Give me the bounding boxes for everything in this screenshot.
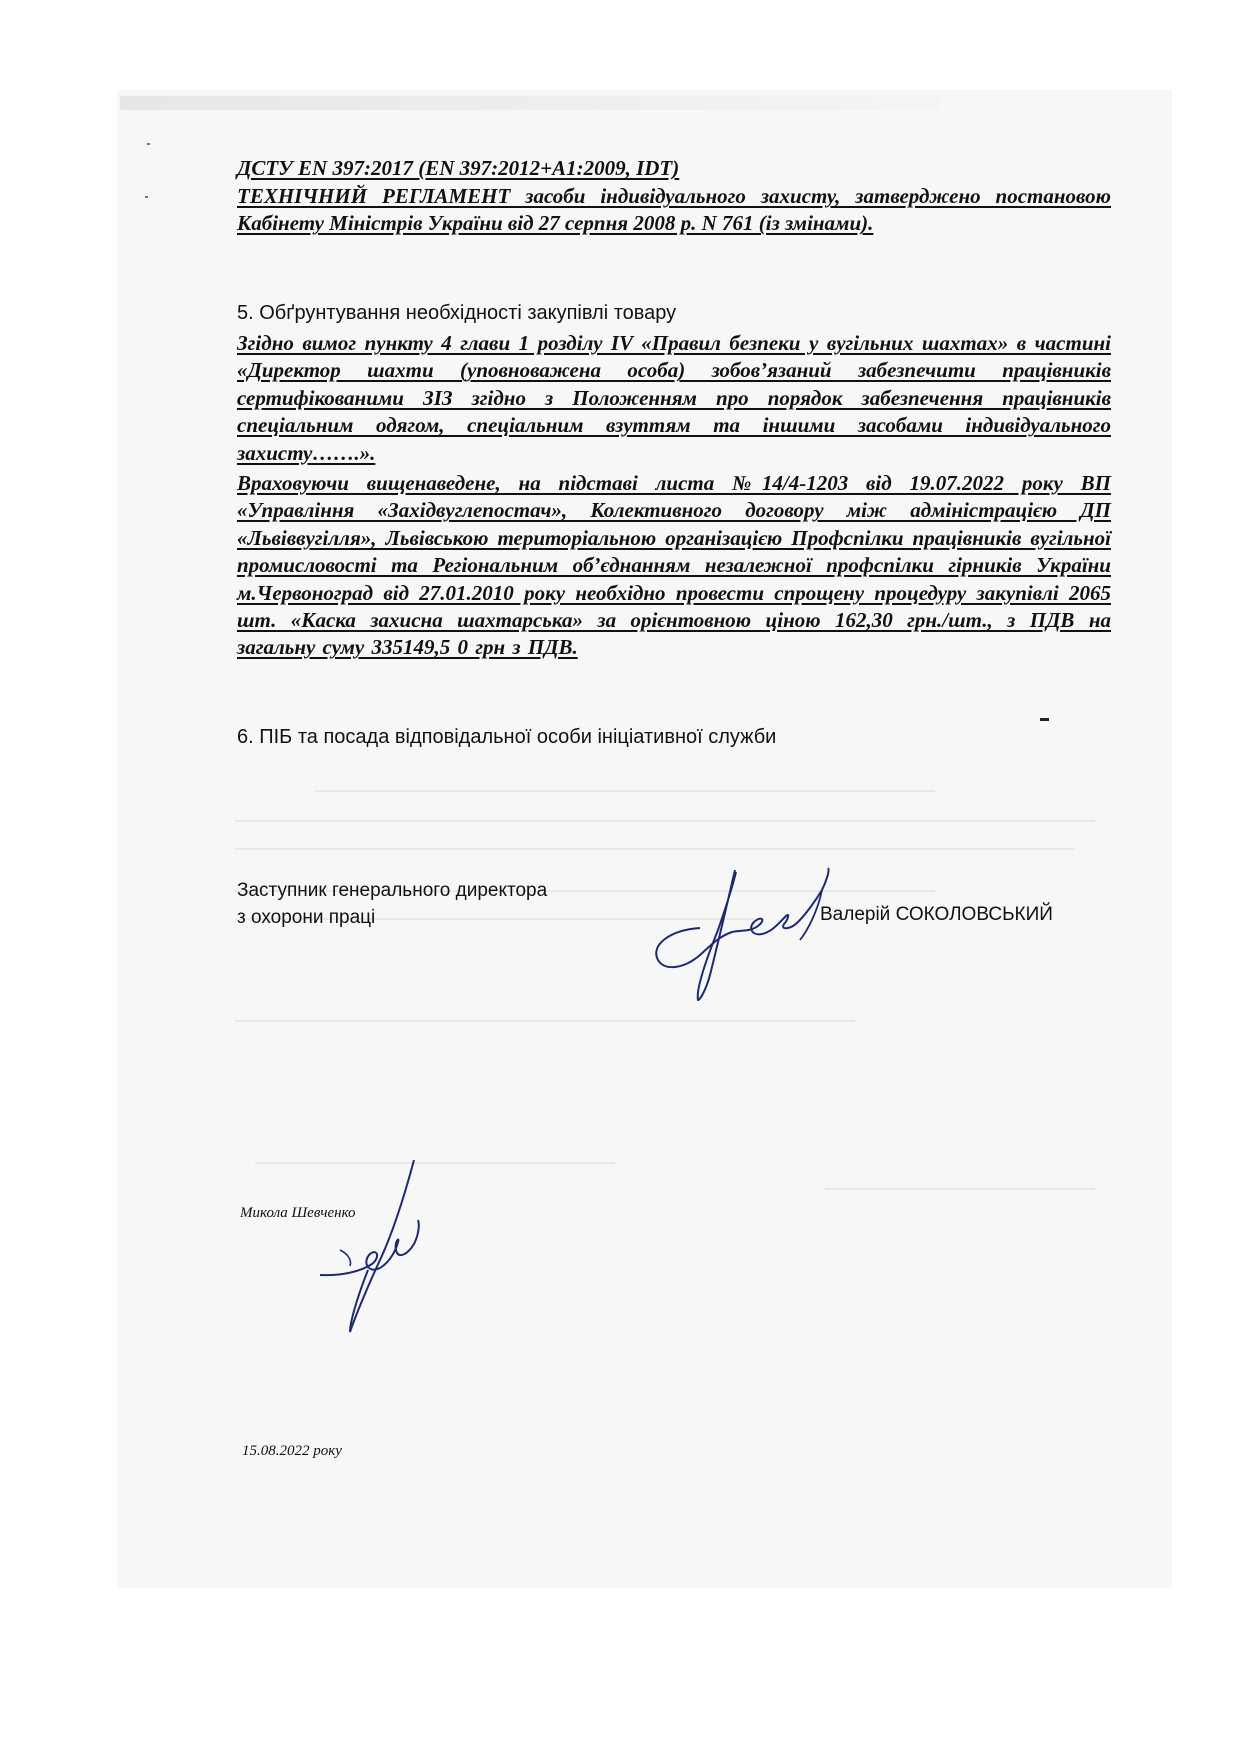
document-date: 15.08.2022 року	[242, 1443, 342, 1459]
scan-artifact	[120, 96, 940, 110]
signatory-position-line2: з охорони праці	[237, 907, 376, 928]
scan-speck	[147, 143, 150, 145]
section-5-heading: 5. Обґрунтування необхідності закупівлі товару	[237, 302, 677, 324]
signatory-position-line1: Заступник генерального директора	[237, 880, 548, 901]
section-5-procurement-paragraph: Враховуючи вищенаведене, на підставі листа №14/4-1203 від 19.07.2022 року ВП «Управління «Західвуглепостач», Колективного договору між адміністрацією ДП «Львіввугілля», Львівською територіальною організацією Профспілки працівників вугільної промисловості та Регіональним об’єднанням незалежної профспілки гірників України м.Червоноград від 27.01.2010 року необхідно провести спрощену процедуру закупівлі 2065 шт. «Каска захисна шахтарська» за орієнтовною ціною 162,30 грн./шт., з ПДВ на загальну суму 335149,5 0 грн з ПДВ.	[237, 471, 1111, 660]
section-5-justification-paragraph: Згідно вимог пункту 4 глави 1 розділу IV «Правил безпеки у вугільних шахтах» в частині «Директор шахти (уповноважена особа) зобов’язаний забезпечити працівників сертифікованими ЗІЗ згідно з Положенням про порядок забезпечення працівників спеціальним одягом, спеціальним взуттям та іншими засобами індивідуального захисту…….».	[237, 331, 1111, 465]
section-6-heading: 6. ПІБ та посада відповідальної особи ініціативної служби	[237, 726, 777, 748]
dash-mark	[1040, 718, 1049, 721]
signature-sokolovskyi	[640, 860, 880, 1010]
executor-name: Микола Шевченко	[240, 1205, 356, 1221]
signature-shevchenko	[310, 1150, 430, 1350]
signatory-name: Валерій СОКОЛОВСЬКИЙ	[820, 904, 1053, 925]
standard-reference: ДСТУ EN 397:2017 (EN 397:2012+A1:2009, IDT)	[237, 156, 680, 180]
scan-speck	[145, 196, 148, 198]
technical-regulation-reference: ТЕХНІЧНИЙ РЕГЛАМЕНТ засоби індивідуального захисту, затверджено постановою Кабінету Міністрів України від 27 серпня 2008 р. N 761 (із змінами).	[237, 184, 1111, 236]
